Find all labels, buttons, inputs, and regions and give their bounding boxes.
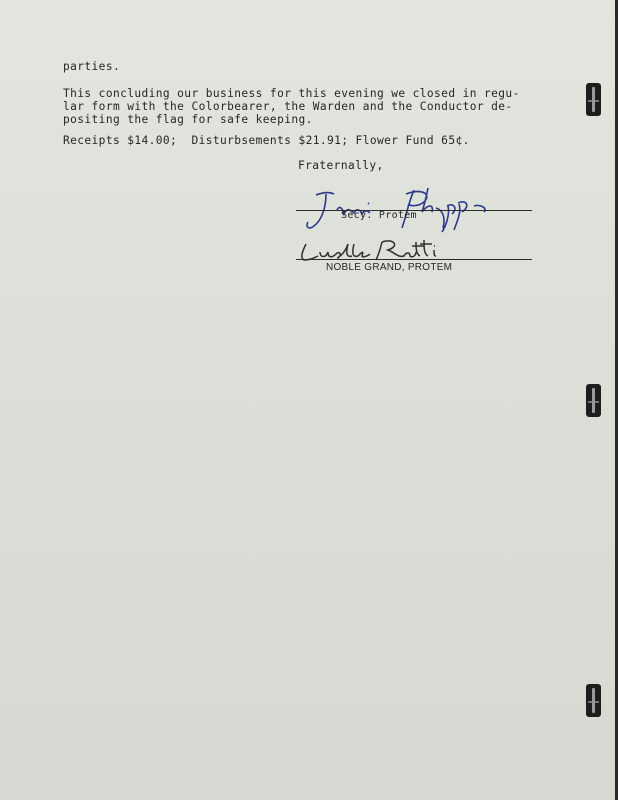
signature-line-2 <box>296 259 532 260</box>
text-line-1: This concluding our business for this evening we closed in regu- <box>63 87 520 100</box>
closing-text: Fraternally, <box>298 159 384 172</box>
signature-secretary <box>296 182 536 234</box>
text-line-2: lar form with the Colorbearer, the Warden and the Conductor de- <box>63 100 513 113</box>
binder-clip-middle <box>586 384 601 417</box>
receipts-line: Receipts $14.00; Disturbsements $21.91; Flower Fund 65¢. <box>63 134 470 147</box>
noble-grand-caption: NOBLE GRAND, PROTEM <box>326 261 453 273</box>
binder-clip-top <box>586 83 601 116</box>
secretary-caption: Secy. Protem <box>341 210 417 221</box>
text-line-parties: parties. <box>63 60 121 73</box>
binder-clip-bottom <box>586 684 601 717</box>
text-line-3: positing the flag for safe keeping. <box>63 113 313 126</box>
